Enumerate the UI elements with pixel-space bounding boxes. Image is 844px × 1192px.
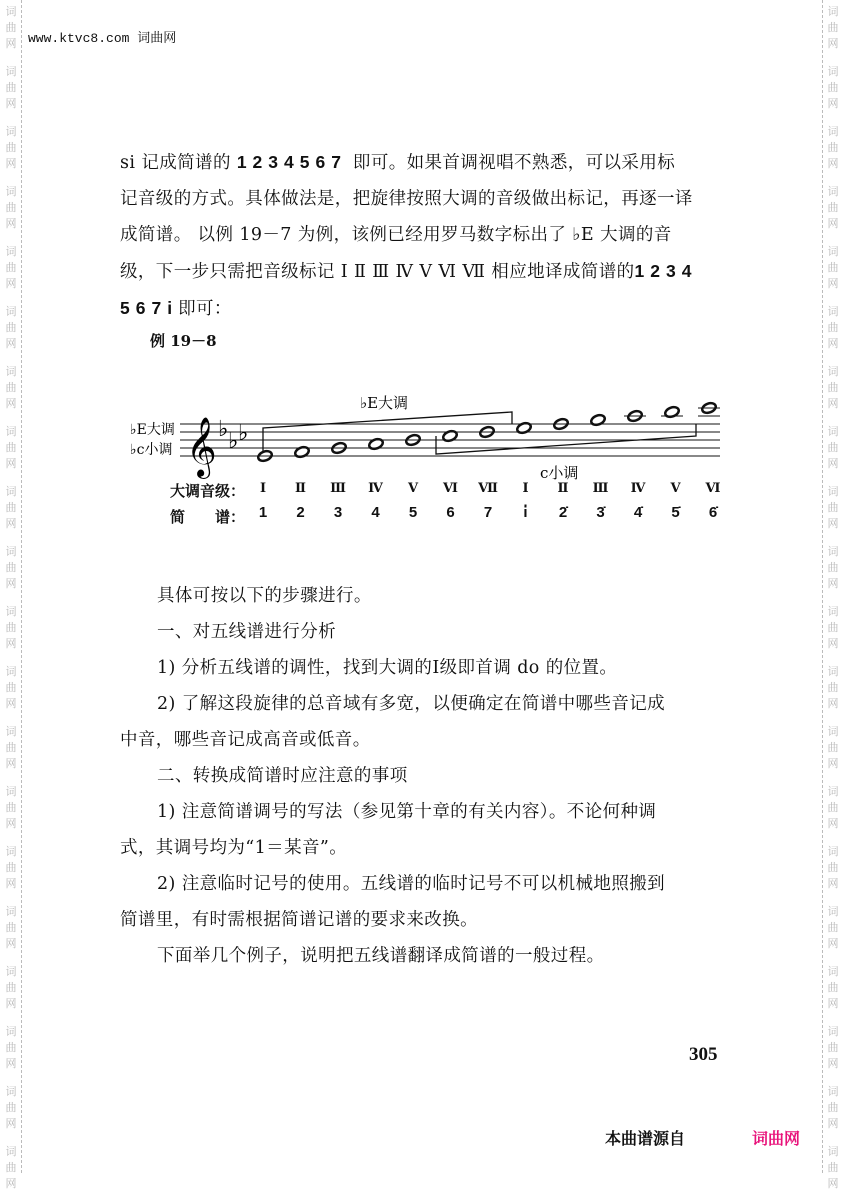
watermark-char: 曲 xyxy=(5,921,17,934)
watermark-char: 词 xyxy=(5,605,17,618)
watermark-char: 曲 xyxy=(5,561,17,574)
watermark-group xyxy=(828,364,839,412)
site-url[interactable]: www.ktvc8.com xyxy=(28,31,130,46)
scale-degree: Ⅴ xyxy=(407,481,419,496)
degree-row-label: 大调音级： xyxy=(170,482,246,500)
text-line xyxy=(120,144,722,181)
watermark-group xyxy=(6,424,17,472)
watermark-char: 曲 xyxy=(827,1101,839,1114)
watermark-char: 网 xyxy=(827,337,839,350)
watermark-group xyxy=(6,1084,17,1132)
watermark-group xyxy=(6,184,17,232)
watermark-char: 网 xyxy=(5,757,17,770)
watermark-char: 曲 xyxy=(5,1161,17,1174)
watermark-char: 词 xyxy=(5,665,17,678)
watermark-char: 网 xyxy=(5,457,17,470)
watermark-group xyxy=(6,484,17,532)
watermark-char: 词 xyxy=(5,965,17,978)
text-line xyxy=(120,253,722,290)
watermark-char: 曲 xyxy=(827,501,839,514)
scale-degree: Ⅳ xyxy=(630,481,646,496)
text-run: 即可： xyxy=(178,299,232,319)
example-label: 例 19－8 xyxy=(150,332,217,350)
watermark-char: 曲 xyxy=(5,201,17,214)
watermark-char: 网 xyxy=(827,1057,839,1070)
intro-paragraph xyxy=(120,144,722,327)
watermark-char: 网 xyxy=(827,97,839,110)
watermark-char: 词 xyxy=(5,305,17,318)
text-run: 记音级的方式。具体做法是，把旋律按照大调的音级做出标记，再逐一译 xyxy=(120,189,693,209)
text-run: 成简谱。 以例 19－7 为例，该例已经用罗马数字标出了 ♭E 大调的音 xyxy=(120,225,672,245)
watermark-char: 网 xyxy=(827,877,839,890)
scale-degree: Ⅱ xyxy=(557,481,569,496)
watermark-char: 词 xyxy=(5,1025,17,1038)
watermark-char: 网 xyxy=(827,1117,839,1130)
site-header xyxy=(28,27,176,46)
svg-text:♭: ♭ xyxy=(238,421,249,446)
jianpu-note: 5̇ xyxy=(671,504,680,521)
svg-text:♭c小调: ♭c小调 xyxy=(130,442,173,458)
watermark-char: 网 xyxy=(5,1117,17,1130)
scale-degree: Ⅱ xyxy=(295,481,306,496)
watermark-group xyxy=(6,124,17,172)
jianpu-note: 2 xyxy=(296,504,305,521)
watermark-char: 曲 xyxy=(827,381,839,394)
text-line: 简谱里，有时需根据简谱记谱的要求来改换。 xyxy=(120,910,478,930)
watermark-char: 曲 xyxy=(5,621,17,634)
watermark-group xyxy=(6,904,17,952)
text-line: 二、转换成简谱时应注意的事项 xyxy=(157,766,408,786)
text-run: 即可。如果首调视唱不熟悉，可以采用标 xyxy=(346,153,676,173)
watermark-char: 曲 xyxy=(5,141,17,154)
watermark-char: 网 xyxy=(5,217,17,230)
watermark-char: 词 xyxy=(827,665,839,678)
jianpu-note: 3 xyxy=(333,504,343,521)
watermark-char: 网 xyxy=(5,577,17,590)
watermark-char: 词 xyxy=(827,305,839,318)
watermark-char: 词 xyxy=(5,905,17,918)
watermark-char: 词 xyxy=(827,185,839,198)
watermark-group xyxy=(6,304,17,352)
watermark-char: 词 xyxy=(827,785,839,798)
watermark-group xyxy=(6,364,17,412)
watermark-char: 曲 xyxy=(5,321,17,334)
watermark-group xyxy=(6,4,17,52)
text-line: 式，其调号均为“1＝某音”。 xyxy=(120,838,348,858)
text-line: 下面举几个例子，说明把五线谱翻译成简谱的一般过程。 xyxy=(157,946,605,966)
watermark-char: 词 xyxy=(5,245,17,258)
watermark-char: 词 xyxy=(5,1085,17,1098)
watermark-char: 词 xyxy=(827,965,839,978)
watermark-char: 词 xyxy=(827,1145,839,1158)
watermark-char: 网 xyxy=(827,937,839,950)
watermark-group xyxy=(6,64,17,112)
jianpu-row-label: 简 谱： xyxy=(170,508,246,526)
watermark-char: 网 xyxy=(827,157,839,170)
watermark-char: 曲 xyxy=(827,801,839,814)
watermark-char: 曲 xyxy=(5,861,17,874)
watermark-char: 网 xyxy=(827,637,839,650)
jianpu-inline-numbers: 1234 xyxy=(634,261,698,281)
scale-degree: Ⅵ xyxy=(705,481,721,496)
watermark-char: 词 xyxy=(5,1145,17,1158)
right-watermark-strip xyxy=(822,0,844,1190)
left-watermark-strip xyxy=(0,0,22,1190)
scale-degree: Ⅴ xyxy=(670,481,681,496)
watermark-char: 网 xyxy=(5,157,17,170)
text-run: si 记成简谱的 xyxy=(120,153,237,173)
watermark-char: 词 xyxy=(827,5,839,18)
watermark-char: 网 xyxy=(827,457,839,470)
watermark-group xyxy=(828,424,839,472)
watermark-char: 网 xyxy=(5,637,17,650)
scale-degree: Ⅰ xyxy=(522,481,529,496)
watermark-char: 曲 xyxy=(827,981,839,994)
watermark-char: 曲 xyxy=(5,261,17,274)
scale-degree: Ⅰ xyxy=(259,481,267,496)
watermark-char: 曲 xyxy=(827,861,839,874)
watermark-char: 曲 xyxy=(827,921,839,934)
watermark-group xyxy=(828,724,839,772)
jianpu-note: 4̇ xyxy=(633,504,643,521)
svg-text:♭: ♭ xyxy=(218,417,229,442)
watermark-group xyxy=(828,1084,839,1132)
watermark-group xyxy=(828,244,839,292)
watermark-char: 网 xyxy=(5,277,17,290)
music-example xyxy=(120,380,740,540)
watermark-char: 网 xyxy=(5,397,17,410)
watermark-char: 网 xyxy=(827,517,839,530)
watermark-char: 曲 xyxy=(827,201,839,214)
watermark-char: 网 xyxy=(827,397,839,410)
svg-text:♭: ♭ xyxy=(228,429,239,454)
watermark-char: 网 xyxy=(5,1057,17,1070)
text-line xyxy=(120,290,722,327)
watermark-char: 曲 xyxy=(5,981,17,994)
watermark-group xyxy=(6,544,17,592)
watermark-char: 网 xyxy=(5,337,17,350)
scale-degree: Ⅵ xyxy=(443,481,458,496)
jianpu-note: 3̇ xyxy=(596,504,605,521)
watermark-group xyxy=(6,1024,17,1072)
scale-degree: Ⅲ xyxy=(592,481,609,496)
watermark-group xyxy=(828,904,839,952)
watermark-char: 曲 xyxy=(827,81,839,94)
watermark-char: 词 xyxy=(5,365,17,378)
watermark-group xyxy=(828,4,839,52)
footer-source-label: 本曲谱源自 xyxy=(605,1129,686,1148)
jianpu-inline-numbers: 567i xyxy=(120,298,179,318)
jianpu-note: i̇ xyxy=(523,504,528,521)
jianpu-note: 4 xyxy=(371,504,380,521)
watermark-group xyxy=(6,784,17,832)
watermark-group xyxy=(828,1144,839,1192)
watermark-char: 曲 xyxy=(827,1161,839,1174)
watermark-char: 词 xyxy=(827,425,839,438)
watermark-char: 词 xyxy=(5,785,17,798)
watermark-group xyxy=(6,664,17,712)
watermark-char: 网 xyxy=(827,997,839,1010)
site-name: 词曲网 xyxy=(137,31,177,46)
svg-text:♭E大调: ♭E大调 xyxy=(360,394,409,412)
watermark-char: 网 xyxy=(5,997,17,1010)
svg-text:♭E大调: ♭E大调 xyxy=(130,422,175,438)
text-line: 1) 注意简谱调号的写法（参见第十章的有关内容）。不论何种调 xyxy=(157,802,657,822)
watermark-group xyxy=(828,124,839,172)
watermark-group xyxy=(6,604,17,652)
watermark-group xyxy=(828,604,839,652)
jianpu-note: 2̇ xyxy=(558,504,568,521)
watermark-char: 网 xyxy=(5,517,17,530)
watermark-char: 曲 xyxy=(827,1041,839,1054)
watermark-char: 曲 xyxy=(5,681,17,694)
scale-degree: Ⅶ xyxy=(478,481,498,496)
watermark-char: 词 xyxy=(5,185,17,198)
text-run: 级，下一步只需把音级标记 Ⅰ Ⅱ Ⅲ Ⅳ Ⅴ Ⅵ Ⅶ 相应地译成简谱的 xyxy=(120,262,635,282)
watermark-char: 曲 xyxy=(827,441,839,454)
watermark-char: 曲 xyxy=(5,81,17,94)
watermark-group xyxy=(6,724,17,772)
watermark-group xyxy=(828,844,839,892)
watermark-char: 曲 xyxy=(5,801,17,814)
text-line: 中音，哪些音记成高音或低音。 xyxy=(120,730,371,750)
watermark-char: 词 xyxy=(827,245,839,258)
jianpu-note: 7 xyxy=(483,504,493,521)
watermark-group xyxy=(828,544,839,592)
watermark-char: 网 xyxy=(827,37,839,50)
watermark-group xyxy=(6,244,17,292)
staff-notation xyxy=(120,380,740,480)
watermark-char: 网 xyxy=(5,1177,17,1190)
svg-text:c小调: c小调 xyxy=(540,464,579,480)
watermark-group xyxy=(6,844,17,892)
watermark-char: 网 xyxy=(5,697,17,710)
watermark-char: 词 xyxy=(827,485,839,498)
watermark-char: 曲 xyxy=(5,21,17,34)
text-line: 2) 注意临时记号的使用。五线谱的临时记号不可以机械地照搬到 xyxy=(157,874,666,894)
watermark-char: 网 xyxy=(5,877,17,890)
watermark-char: 词 xyxy=(827,365,839,378)
watermark-group xyxy=(828,964,839,1012)
watermark-char: 网 xyxy=(5,817,17,830)
watermark-char: 曲 xyxy=(827,741,839,754)
scale-degree: Ⅳ xyxy=(368,481,383,496)
watermark-group xyxy=(6,1144,17,1192)
watermark-group xyxy=(828,1024,839,1072)
watermark-char: 曲 xyxy=(5,1101,17,1114)
watermark-char: 词 xyxy=(5,125,17,138)
watermark-char: 词 xyxy=(5,65,17,78)
watermark-char: 曲 xyxy=(5,381,17,394)
watermark-char: 词 xyxy=(827,605,839,618)
watermark-char: 网 xyxy=(827,757,839,770)
watermark-char: 词 xyxy=(827,65,839,78)
jianpu-inline-numbers: 1234567 xyxy=(236,152,347,172)
watermark-char: 曲 xyxy=(827,141,839,154)
watermark-char: 曲 xyxy=(827,261,839,274)
watermark-char: 网 xyxy=(827,217,839,230)
watermark-char: 曲 xyxy=(827,561,839,574)
watermark-char: 词 xyxy=(827,545,839,558)
watermark-char: 词 xyxy=(827,725,839,738)
watermark-char: 词 xyxy=(5,545,17,558)
watermark-char: 网 xyxy=(5,937,17,950)
watermark-char: 曲 xyxy=(5,741,17,754)
text-line: 1) 分析五线谱的调性，找到大调的Ⅰ级即首调 do 的位置。 xyxy=(157,658,618,678)
page-number: 305 xyxy=(689,1044,718,1065)
watermark-char: 网 xyxy=(827,697,839,710)
watermark-group xyxy=(828,304,839,352)
watermark-char: 词 xyxy=(5,5,17,18)
footer-site-link[interactable]: 词曲网 xyxy=(752,1129,801,1148)
watermark-char: 曲 xyxy=(827,681,839,694)
watermark-group xyxy=(828,664,839,712)
watermark-group xyxy=(6,964,17,1012)
watermark-group xyxy=(828,784,839,832)
watermark-group xyxy=(828,184,839,232)
watermark-char: 曲 xyxy=(5,501,17,514)
watermark-char: 词 xyxy=(5,845,17,858)
watermark-char: 词 xyxy=(5,425,17,438)
text-line xyxy=(120,181,722,217)
text-line xyxy=(120,217,722,253)
watermark-char: 词 xyxy=(827,845,839,858)
watermark-char: 网 xyxy=(827,817,839,830)
watermark-group xyxy=(828,484,839,532)
scale-degree: Ⅲ xyxy=(330,481,346,496)
watermark-char: 网 xyxy=(827,1177,839,1190)
watermark-char: 曲 xyxy=(5,1041,17,1054)
watermark-group xyxy=(828,64,839,112)
watermark-char: 网 xyxy=(827,577,839,590)
watermark-char: 网 xyxy=(5,37,17,50)
text-line: 具体可按以下的步骤进行。 xyxy=(157,586,372,606)
jianpu-note: 6 xyxy=(446,504,455,521)
watermark-char: 词 xyxy=(5,725,17,738)
jianpu-note: 6̇ xyxy=(708,504,718,521)
watermark-char: 词 xyxy=(827,125,839,138)
watermark-char: 曲 xyxy=(5,441,17,454)
jianpu-note: 5 xyxy=(408,504,418,521)
watermark-char: 曲 xyxy=(827,621,839,634)
watermark-char: 词 xyxy=(827,1085,839,1098)
watermark-char: 词 xyxy=(827,905,839,918)
treble-clef-icon: 𝄞 xyxy=(186,417,217,477)
watermark-char: 曲 xyxy=(827,321,839,334)
text-line: 2) 了解这段旋律的总音域有多宽，以便确定在简谱中哪些音记成 xyxy=(157,694,666,714)
watermark-char: 词 xyxy=(827,1025,839,1038)
watermark-char: 网 xyxy=(827,277,839,290)
watermark-char: 网 xyxy=(5,97,17,110)
watermark-char: 曲 xyxy=(827,21,839,34)
text-line: 一、对五线谱进行分析 xyxy=(157,622,336,642)
watermark-char: 词 xyxy=(5,485,17,498)
jianpu-note: 1 xyxy=(258,504,268,521)
